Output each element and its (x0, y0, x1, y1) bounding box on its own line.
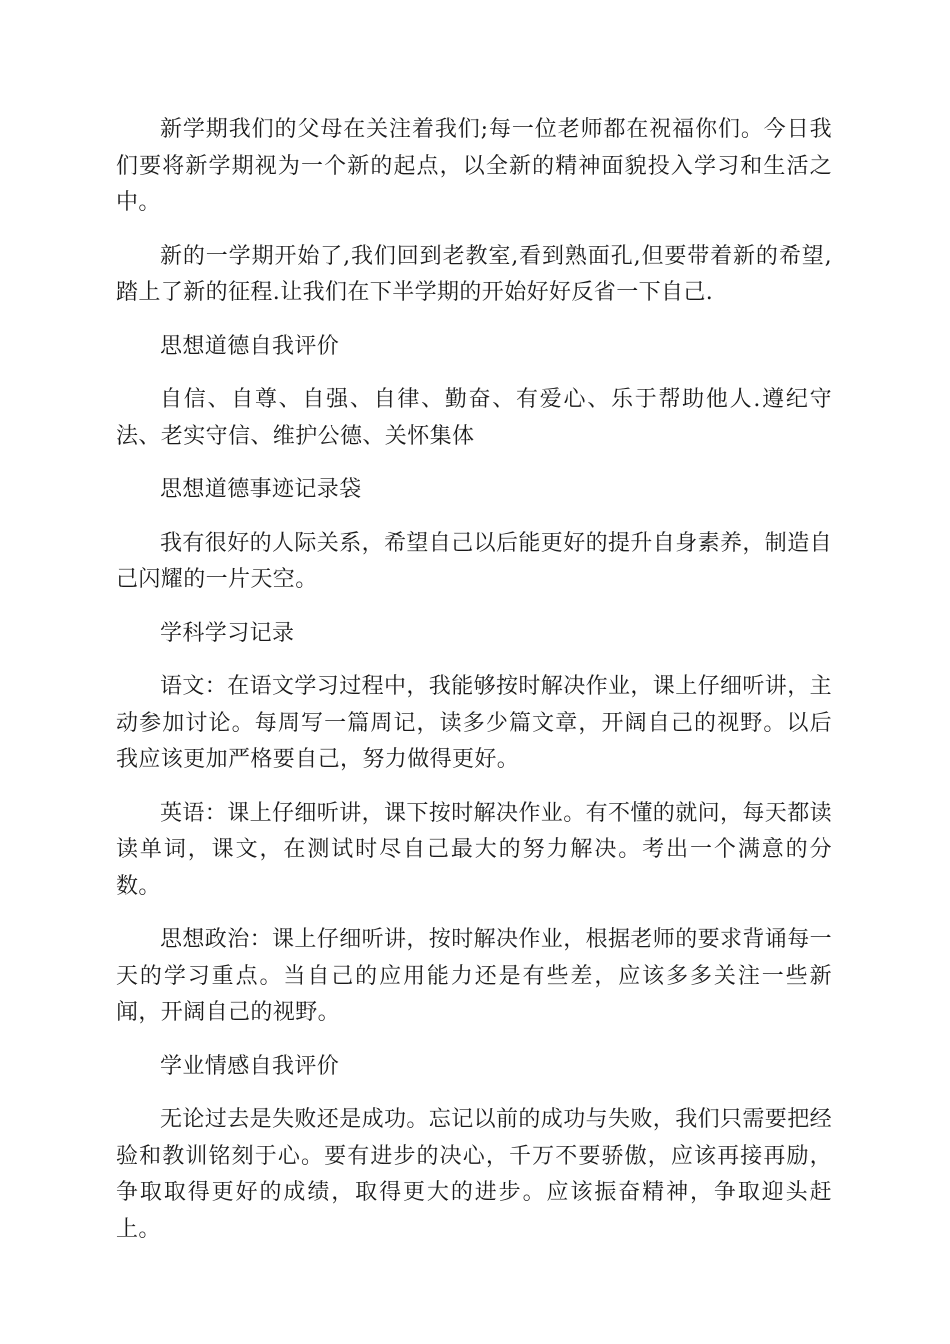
heading-moral-self-evaluation: 思想道德自我评价 (160, 333, 340, 359)
paragraph-chinese: 语文：在语文学习过程中，我能够按时解决作业，课上仔细听讲，主动参加讨论。每周写一篇周记，读多少篇文章，开阔自己的视野。以后我应该更加严格要自己，努力做得更好。 (116, 674, 833, 772)
paragraph-new-semester: 新学期我们的父母在关注着我们;每一位老师都在祝福你们。今日我们要将新学期视为一个新的起点，以全新的精神面貌投入学习和生活之中。 (116, 117, 832, 215)
paragraph-english: 英语：课上仔细听讲，课下按时解决作业。有不懂的就问，每天都读读单词，课文，在测试时尽自己最大的努力解决。考出一个满意的分数。 (116, 800, 833, 899)
document-page (116, 112, 832, 1265)
paragraph-past-success-failure: 无论过去是失败还是成功。忘记以前的成功与失败，我们只需要把经验和教训铭刻于心。要有进步的决心，千万不要骄傲，应该再接再励，争取取得更好的成绩，取得更大的进步。应该振奋精神，争取迎头赶上。 (116, 1107, 833, 1242)
paragraph-moral-qualities: 自信、自尊、自强、自律、勤奋、有爱心、乐于帮助他人.遵纪守法、老实守信、维护公德、关怀集体 (116, 387, 832, 449)
paragraph-politics: 思想政治：课上仔细听讲，按时解决作业，根据老师的要求背诵每一天的学习重点。当自己的应用能力还是有些差，应该多多关注一些新闻，开阔自己的视野。 (116, 927, 833, 1025)
heading-moral-records: 思想道德事迹记录袋 (160, 477, 362, 502)
heading-subject-records: 学科学习记录 (160, 620, 295, 646)
heading-academic-emotion: 学业情感自我评价 (160, 1053, 340, 1079)
paragraph-new-journey: 新的一学期开始了,我们回到老教室,看到熟面孔,但要带着新的希望,踏上了新的征程.让我们在下半学期的开始好好反省一下自己. (116, 243, 832, 305)
paragraph-relationships: 我有很好的人际关系，希望自己以后能更好的提升自身素养，制造自己闪耀的一片天空。 (116, 530, 833, 592)
